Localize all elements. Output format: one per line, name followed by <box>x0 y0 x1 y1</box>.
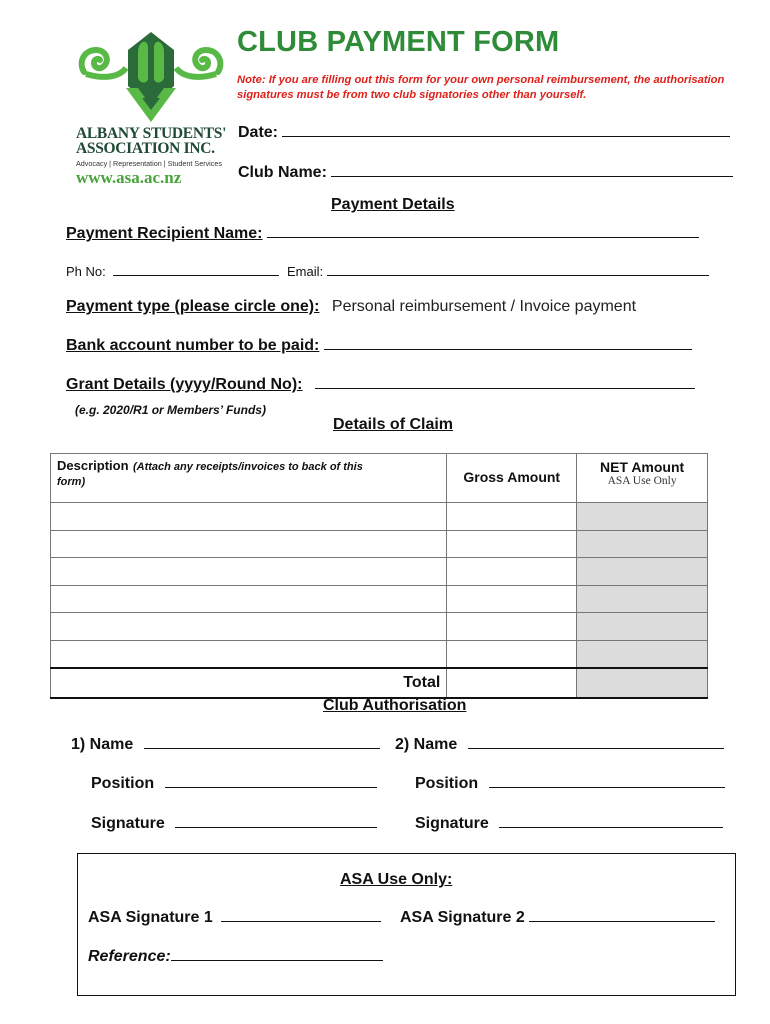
gross-header <box>447 454 577 503</box>
name1-field[interactable] <box>71 736 380 754</box>
logo-tagline: Advocacy | Representation | Student Services <box>76 159 222 168</box>
description-cell[interactable] <box>51 640 447 668</box>
net-header-sublabel: ASA Use Only <box>607 475 677 487</box>
grant-details-line[interactable] <box>315 387 695 389</box>
description-cell[interactable] <box>51 613 447 641</box>
position2-label: Position <box>415 775 479 792</box>
club-name-label: Club Name: <box>238 164 327 181</box>
total-gross-cell[interactable] <box>447 668 577 698</box>
signature2-line[interactable] <box>499 826 723 828</box>
payment-type-label: Payment type (please circle one): <box>66 298 320 315</box>
asa-signature2-label: ASA Signature 2 <box>400 909 525 926</box>
net-cell <box>577 503 708 531</box>
logo-line1: ALBANY STUDENTS' <box>76 125 227 142</box>
position2-field[interactable] <box>415 775 725 793</box>
signature2-label: Signature <box>415 815 489 832</box>
bank-account-label: Bank account number to be paid: <box>66 337 320 354</box>
phone-line[interactable] <box>113 274 279 276</box>
net-header-label: NET Amount <box>599 459 685 475</box>
gross-cell[interactable] <box>447 585 577 613</box>
gross-cell[interactable] <box>447 558 577 586</box>
signature2-field[interactable] <box>415 815 723 833</box>
grant-example: (e.g. 2020/R1 or Members’ Funds) <box>75 403 266 417</box>
description-cell[interactable] <box>51 503 447 531</box>
table-row <box>51 503 708 531</box>
asa-use-only-box <box>77 853 736 996</box>
asa-emblem-icon <box>76 28 226 126</box>
total-net-cell <box>577 668 708 698</box>
asa-signature1-line[interactable] <box>221 920 381 922</box>
net-header <box>577 454 708 503</box>
asa-signature2-field[interactable] <box>400 909 715 927</box>
table-row <box>51 530 708 558</box>
recipient-field[interactable] <box>66 225 699 243</box>
claim-table <box>50 453 708 699</box>
payment-details-heading: Payment Details <box>331 196 455 213</box>
contact-fields <box>66 264 709 279</box>
net-cell <box>577 613 708 641</box>
description-header-label: Description <box>57 458 129 473</box>
club-name-line[interactable] <box>331 175 733 177</box>
description-cell[interactable] <box>51 558 447 586</box>
signature1-label: Signature <box>91 815 165 832</box>
signature1-field[interactable] <box>91 815 377 833</box>
grant-details-field[interactable] <box>66 376 695 394</box>
grant-details-label: Grant Details (yyyy/Round No): <box>66 376 303 393</box>
name1-label: 1) Name <box>71 736 134 753</box>
recipient-line[interactable] <box>267 236 699 238</box>
asa-signature1-field[interactable] <box>88 909 381 927</box>
description-cell[interactable] <box>51 585 447 613</box>
reference-field[interactable] <box>88 948 383 966</box>
description-cell[interactable] <box>51 530 447 558</box>
asa-use-heading: ASA Use Only: <box>340 871 453 888</box>
gross-cell[interactable] <box>447 530 577 558</box>
logo-url: www.asa.ac.nz <box>76 168 182 187</box>
asa-signature1-label: ASA Signature 1 <box>88 909 213 926</box>
name1-line[interactable] <box>144 747 380 749</box>
claim-heading: Details of Claim <box>333 416 454 433</box>
asa-logo <box>76 28 226 188</box>
net-cell <box>577 530 708 558</box>
bank-account-field[interactable] <box>66 337 692 355</box>
position1-field[interactable] <box>91 775 377 793</box>
signature1-line[interactable] <box>175 826 377 828</box>
date-field[interactable] <box>238 124 730 142</box>
club-authorisation-heading: Club Authorisation <box>323 697 467 714</box>
payment-type-options[interactable]: Personal reimbursement / Invoice payment <box>331 298 637 315</box>
net-cell <box>577 640 708 668</box>
position1-label: Position <box>91 775 155 792</box>
gross-cell[interactable] <box>447 503 577 531</box>
email-line[interactable] <box>327 274 709 276</box>
date-line[interactable] <box>282 135 730 137</box>
reference-line[interactable] <box>171 959 383 961</box>
reference-label: Reference: <box>88 948 171 965</box>
page-title: CLUB PAYMENT FORM <box>237 26 560 58</box>
bank-account-line[interactable] <box>324 348 692 350</box>
table-row <box>51 585 708 613</box>
description-header-note: (Attach any receipts/invoices to back of this <box>132 461 363 473</box>
name2-label: 2) Name <box>395 736 458 753</box>
date-label: Date: <box>238 124 279 141</box>
gross-cell[interactable] <box>447 613 577 641</box>
table-row <box>51 558 708 586</box>
payment-type-field[interactable] <box>66 298 636 316</box>
logo-line2: ASSOCIATION INC. <box>76 140 215 157</box>
position2-line[interactable] <box>489 786 725 788</box>
net-cell <box>577 585 708 613</box>
description-header <box>51 454 447 503</box>
table-row <box>51 613 708 641</box>
name2-line[interactable] <box>468 747 724 749</box>
net-cell <box>577 558 708 586</box>
email-label: Email: <box>287 264 324 279</box>
total-row <box>51 668 708 698</box>
gross-header-label: Gross Amount <box>463 469 561 485</box>
claim-header-row <box>51 454 708 503</box>
description-header-note2: form) <box>57 476 86 488</box>
gross-cell[interactable] <box>447 640 577 668</box>
total-label: Total <box>403 674 441 691</box>
authorisation-note: Note: If you are filling out this form for your own personal reimbursement, the authorisation signatures must be from two club signatories other than yourself. <box>237 74 725 101</box>
position1-line[interactable] <box>165 786 377 788</box>
table-row <box>51 640 708 668</box>
asa-signature2-line[interactable] <box>529 920 715 922</box>
total-label-cell <box>51 668 447 698</box>
name2-field[interactable] <box>395 736 724 754</box>
recipient-label: Payment Recipient Name: <box>66 225 263 242</box>
club-name-field[interactable] <box>238 164 733 182</box>
phone-label: Ph No: <box>66 264 106 279</box>
